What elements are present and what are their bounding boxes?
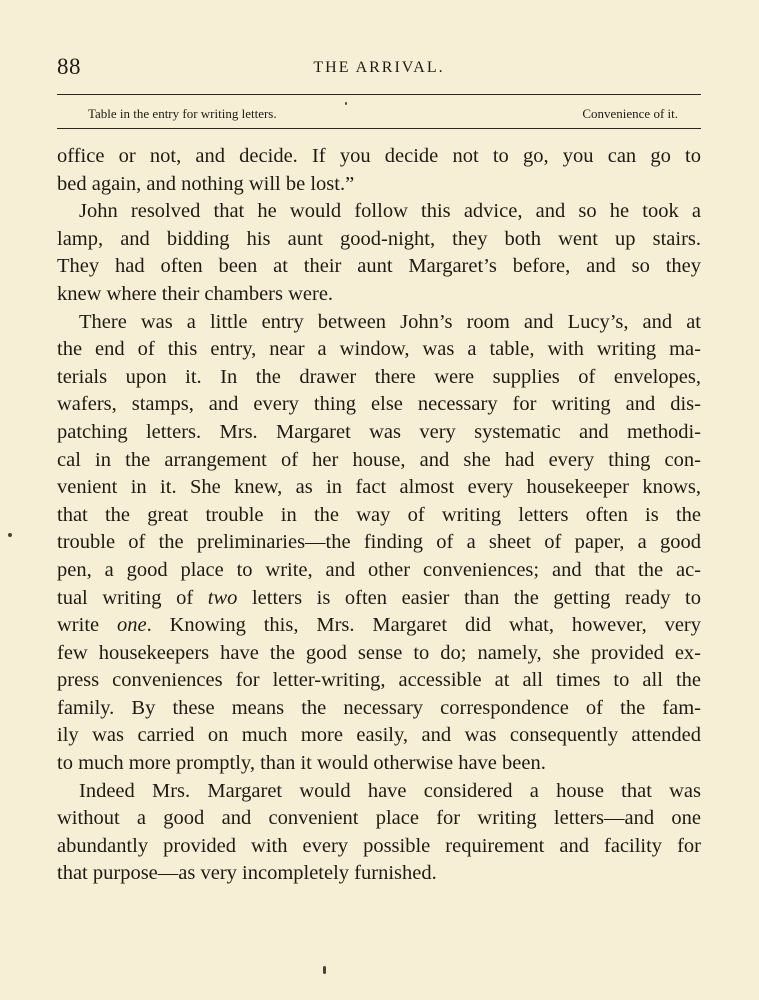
text-line: Indeed Mrs. Margaret would have considered a house that was xyxy=(79,779,701,802)
header-rule-bottom xyxy=(57,128,701,129)
text-line: to much more promptly, than it would otherwise have been. xyxy=(57,752,546,775)
marginal-note-left: Table in the entry for writing letters. xyxy=(88,106,277,121)
text-line: family. By these means the necessary correspondence of the fam- xyxy=(57,696,701,719)
text-line: ily was carried on much more easily, and was consequently attended xyxy=(57,724,701,747)
text-fragment: write xyxy=(57,614,117,637)
text-line: without a good and convenient place for writing letters—and one xyxy=(57,807,701,830)
paper-speck xyxy=(345,102,347,105)
text-line: that purpose—as very incompletely furnished. xyxy=(57,862,437,885)
marginal-notes xyxy=(88,106,678,124)
text-line: cal in the arrangement of her house, and she had every thing con- xyxy=(57,448,701,471)
italic-word: two xyxy=(207,586,238,609)
text-line: terials upon it. In the drawer there were supplies of envelopes, xyxy=(57,365,701,388)
text-line: office or not, and decide. If you decide not to go, you can go to xyxy=(57,145,701,167)
paper-speck xyxy=(8,533,12,537)
text-line: There was a little entry between John’s room and Lucy’s, and at xyxy=(79,310,701,333)
text-line: lamp, and bidding his aunt good-night, they both went up stairs. xyxy=(57,227,701,250)
text-line: patching letters. Mrs. Margaret was very systematic and methodi- xyxy=(57,420,701,443)
text-fragment: letters is often easier than the getting ready to xyxy=(237,586,701,609)
text-line: venient in it. She knew, as in fact almost every housekeeper knows, xyxy=(57,476,701,499)
text-fragment: . Knowing this, Mrs. Margaret did what, however, very xyxy=(146,614,702,637)
body-text xyxy=(57,143,701,888)
text-line: that the great trouble in the way of writing letters often is the xyxy=(57,503,701,526)
text-line: They had often been at their aunt Margaret’s before, and so they xyxy=(57,255,701,278)
text-line: wafers, stamps, and every thing else necessary for writing and dis- xyxy=(57,393,701,416)
italic-word: one xyxy=(116,614,147,637)
text-line: abundantly provided with every possible requirement and facility for xyxy=(57,834,701,857)
marginal-note-right: Convenience of it. xyxy=(582,106,678,121)
paper-speck xyxy=(323,966,326,974)
text-line: the end of this entry, near a window, was a table, with writing ma- xyxy=(57,338,701,361)
header-rule-top xyxy=(57,94,701,95)
running-title: THE ARRIVAL. xyxy=(313,59,445,76)
text-line: bed again, and nothing will be lost.” xyxy=(57,172,355,195)
text-line: press conveniences for letter-writing, accessible at all times to all the xyxy=(57,669,701,692)
running-head xyxy=(57,54,701,84)
page-number: 88 xyxy=(57,54,81,79)
text-fragment: tual writing of xyxy=(57,586,208,609)
text-line: few housekeepers have the good sense to do; namely, she provided ex- xyxy=(57,641,701,664)
text-line: pen, a good place to write, and other conveniences; and that the ac- xyxy=(57,558,701,581)
text-line: trouble of the preliminaries—the finding of a sheet of paper, a good xyxy=(57,531,701,554)
text-line xyxy=(57,612,701,640)
text-line xyxy=(57,585,701,613)
text-line: knew where their chambers were. xyxy=(57,282,334,305)
text-line: John resolved that he would follow this advice, and so he took a xyxy=(79,200,701,223)
